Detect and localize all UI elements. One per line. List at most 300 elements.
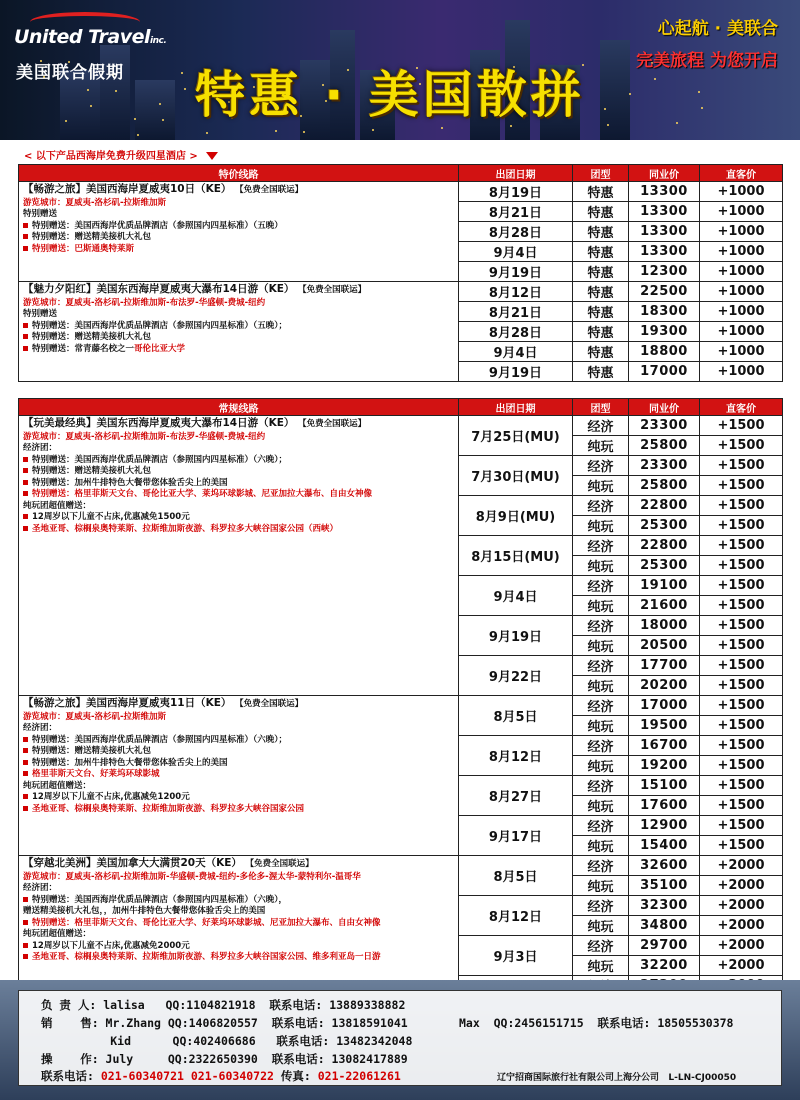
peer-price: 19200 [629, 756, 700, 776]
bullet-icon [23, 346, 28, 351]
direct-price: +1500 [700, 796, 783, 816]
departure-date: 9月19日 [459, 362, 573, 382]
departure-date: 9月3日 [459, 936, 573, 976]
peer-price: 19300 [629, 322, 700, 342]
desc-line [23, 769, 454, 781]
peer-price: 18000 [629, 616, 700, 636]
group-type: 特惠 [573, 182, 629, 202]
city-light [701, 107, 703, 109]
desc-line [23, 455, 454, 467]
group-type: 纯玩 [573, 916, 629, 936]
route-description [19, 416, 459, 696]
group-type: 经济 [573, 416, 629, 436]
desc-text: 圣地亚哥、棕榈泉奥特莱斯、拉斯维加斯夜游、科罗拉多大峡谷国家公园（西峡） [32, 523, 339, 534]
desc-line [23, 332, 454, 344]
group-type: 经济 [573, 816, 629, 836]
skyline-building [600, 40, 630, 140]
desc-text: 特别赠送：美国西海岸优质品牌酒店（参照国内四星标准）（五晚） [32, 220, 283, 231]
peer-price: 23300 [629, 416, 700, 436]
departure-date: 8月5日 [459, 696, 573, 736]
desc-text: 12周岁以下儿童不占床,优惠减免1500元 [32, 512, 190, 522]
col-date: 出团日期 [459, 165, 573, 182]
desc-text: 圣地亚哥、棕榈泉奥特莱斯、拉斯维加斯夜游、科罗拉多大峡谷国家公园、维多利亚岛一日游 [32, 952, 381, 962]
desc-line [23, 712, 454, 724]
group-type: 特惠 [573, 302, 629, 322]
desc-text: 特别赠送 [23, 309, 58, 319]
group-type: 纯玩 [573, 636, 629, 656]
desc-text: 经济团： [23, 883, 58, 893]
desc-highlight: 哥伦比亚大学 [134, 343, 186, 354]
desc-text: 赠送精美接机大礼包，，加州牛排特色大餐带您体验舌尖上的美国 [23, 906, 266, 916]
peer-price: 20500 [629, 636, 700, 656]
bullet-icon [23, 234, 28, 239]
desc-line [23, 432, 454, 444]
desc-line [23, 883, 454, 895]
direct-price: +1000 [700, 342, 783, 362]
upgrade-notice: < 以下产品西海岸免费升级四星酒店 > [24, 147, 218, 162]
peer-price: 22800 [629, 496, 700, 516]
direct-price: +2000 [700, 856, 783, 876]
departure-date: 8月21日 [459, 202, 573, 222]
group-type: 经济 [573, 536, 629, 556]
desc-line [23, 746, 454, 758]
free-transfer-tag: 【免费全国联运】 [302, 285, 367, 295]
desc-text: 特别赠送：格里菲斯天文台、哥伦比亚大学、莱坞环球影城、尼亚加拉大瀑布、自由女神像 [32, 489, 373, 499]
peer-price: 19100 [629, 576, 700, 596]
col-date: 出团日期 [459, 399, 573, 416]
desc-text: 经济团： [23, 723, 58, 733]
peer-price: 25800 [629, 476, 700, 496]
route-description [19, 696, 459, 856]
direct-price: +1000 [700, 202, 783, 222]
bullet-icon [23, 323, 28, 328]
bullet-icon [23, 491, 28, 496]
slogan-1: 心起航 · 美联合 [657, 19, 778, 39]
desc-line [23, 489, 454, 501]
contact-operator: 操 作: July QQ:2322650390 联系电话: 13082417889 [41, 1052, 408, 1066]
direct-price: +1000 [700, 362, 783, 382]
desc-text: 特别赠送：美国西海岸优质品牌酒店（参照国内四星标准）（五晚）； [32, 320, 288, 331]
peer-price: 16700 [629, 736, 700, 756]
route-title [23, 858, 454, 871]
direct-price: +1500 [700, 676, 783, 696]
peer-price: 29700 [629, 936, 700, 956]
desc-line [23, 466, 454, 478]
direct-price: +1500 [700, 476, 783, 496]
city-light [184, 88, 186, 90]
group-type: 经济 [573, 936, 629, 956]
direct-price: +1500 [700, 416, 783, 436]
desc-text: 特别赠送：加州牛排特色大餐带您体验舌尖上的美国 [32, 477, 228, 488]
peer-price: 25300 [629, 516, 700, 536]
desc-line [23, 524, 454, 536]
group-type: 纯玩 [573, 796, 629, 816]
desc-text: 游览城市：夏威夷-洛杉矶-拉斯维加斯-布法罗-华盛顿-费城-纽约 [23, 297, 266, 308]
city-light [181, 72, 183, 74]
group-type: 纯玩 [573, 876, 629, 896]
table-row [19, 282, 783, 302]
bullet-icon [23, 943, 28, 948]
direct-price: +2000 [700, 956, 783, 976]
route-title-text: 【穿越北美洲】美国加拿大大满贯20天（KE） [23, 857, 242, 869]
group-type: 特惠 [573, 342, 629, 362]
desc-line [23, 321, 454, 333]
peer-price: 23300 [629, 456, 700, 476]
desc-text: 特别赠送：常青藤名校之一 [32, 343, 135, 354]
direct-price: +1500 [700, 696, 783, 716]
direct-price: +1500 [700, 836, 783, 856]
desc-text: 特别赠送：赠送精美接机大礼包 [32, 332, 152, 342]
direct-price: +1500 [700, 816, 783, 836]
city-light [206, 132, 208, 134]
logo-cn: 美国联合假期 [16, 63, 124, 83]
table-row [19, 416, 783, 436]
departure-date: 8月5日 [459, 856, 573, 896]
bullet-icon [23, 334, 28, 339]
desc-line [23, 478, 454, 490]
departure-date: 7月25日(MU) [459, 416, 573, 456]
direct-price: +2000 [700, 916, 783, 936]
group-type: 纯玩 [573, 836, 629, 856]
city-light [159, 103, 161, 105]
departure-date: 9月4日 [459, 342, 573, 362]
city-light [90, 105, 92, 107]
free-transfer-tag: 【免费全国联运】 [249, 859, 314, 869]
col-peer-price: 同业价 [629, 165, 700, 182]
desc-line [23, 918, 454, 930]
peer-price: 22500 [629, 282, 700, 302]
direct-price: +1000 [700, 182, 783, 202]
bullet-icon [23, 760, 28, 765]
direct-price: +1000 [700, 222, 783, 242]
route-title [23, 284, 454, 297]
departure-date: 7月30日(MU) [459, 456, 573, 496]
bullet-icon [23, 480, 28, 485]
desc-line [23, 781, 454, 793]
peer-price: 19500 [629, 716, 700, 736]
city-light [115, 90, 117, 92]
direct-price: +2000 [700, 876, 783, 896]
desc-line [23, 804, 454, 816]
desc-text: 格里菲斯天文台、好莱坞环球影城 [32, 769, 160, 779]
group-type: 经济 [573, 656, 629, 676]
direct-price: +1500 [700, 736, 783, 756]
contact-sales-max: Max QQ:2456151715 联系电话: 18505530378 [459, 1016, 734, 1030]
col-route: 特价线路 [19, 165, 459, 182]
peer-price: 13300 [629, 182, 700, 202]
desc-text: 游览城市：夏威夷-洛杉矶-拉斯维加斯-布法罗-华盛顿-费城-纽约 [23, 431, 266, 442]
logo-en: United Travelinc. [14, 26, 167, 48]
bullet-icon [23, 806, 28, 811]
departure-date: 9月19日 [459, 616, 573, 656]
desc-line [23, 512, 454, 524]
city-light [134, 118, 136, 120]
col-direct-price: 直客价 [700, 165, 783, 182]
desc-line [23, 443, 454, 455]
direct-price: +1500 [700, 716, 783, 736]
desc-line [23, 735, 454, 747]
group-type: 纯玩 [573, 756, 629, 776]
route-description [19, 182, 459, 282]
bullet-icon [23, 954, 28, 959]
col-direct-price: 直客价 [700, 399, 783, 416]
desc-line [23, 872, 454, 884]
peer-price: 13300 [629, 242, 700, 262]
desc-line [23, 344, 454, 356]
city-light [162, 119, 164, 121]
bullet-icon [23, 794, 28, 799]
desc-text: 特别赠送 [23, 209, 58, 219]
direct-price: +1500 [700, 776, 783, 796]
free-transfer-tag: 【免费全国联运】 [239, 699, 304, 709]
peer-price: 20200 [629, 676, 700, 696]
peer-price: 34800 [629, 916, 700, 936]
group-type: 经济 [573, 496, 629, 516]
direct-price: +2000 [700, 936, 783, 956]
desc-text: 游览城市：夏威夷-洛杉矶-拉斯维加斯 [23, 197, 167, 208]
desc-line [23, 792, 454, 804]
bullet-icon [23, 897, 28, 902]
desc-line [23, 244, 454, 256]
desc-text: 特别赠送：美国西海岸优质品牌酒店（参照国内四星标准）（六晚）； [32, 734, 288, 745]
group-type: 特惠 [573, 362, 629, 382]
desc-text: 纯玩团超值赠送： [23, 929, 92, 939]
contact-footer [18, 990, 782, 1086]
bullet-icon [23, 526, 28, 531]
desc-text: 特别赠送：赠送精美接机大礼包 [32, 746, 152, 756]
route-title-text: 【魅力夕阳红】美国东西海岸夏威夷大瀑布14日游（KE） [23, 283, 295, 295]
bullet-icon [23, 771, 28, 776]
peer-price: 18300 [629, 302, 700, 322]
desc-line [23, 952, 454, 964]
route-description [19, 282, 459, 382]
desc-line [23, 209, 454, 221]
desc-line [23, 906, 454, 918]
desc-line [23, 198, 454, 210]
city-light [372, 129, 374, 131]
group-type: 经济 [573, 616, 629, 636]
departure-date: 9月19日 [459, 262, 573, 282]
regular-routes-table [18, 398, 783, 1016]
departure-date: 8月19日 [459, 182, 573, 202]
bullet-icon [23, 223, 28, 228]
bullet-icon [23, 514, 28, 519]
desc-text: 游览城市：夏威夷-洛杉矶-拉斯维加斯 [23, 711, 167, 722]
city-light [698, 91, 700, 93]
group-type: 经济 [573, 456, 629, 476]
table-row [19, 856, 783, 876]
desc-text: 纯玩团超值赠送： [23, 780, 92, 791]
bullet-icon [23, 748, 28, 753]
group-type: 经济 [573, 776, 629, 796]
group-type: 特惠 [573, 202, 629, 222]
group-type: 纯玩 [573, 556, 629, 576]
down-triangle-icon [206, 152, 218, 160]
city-light [676, 122, 678, 124]
city-light [275, 130, 277, 132]
departure-date: 8月15日(MU) [459, 536, 573, 576]
route-title-text: 【畅游之旅】美国西海岸夏威夷10日（KE） [23, 183, 232, 195]
desc-line [23, 929, 454, 941]
direct-price: +1500 [700, 436, 783, 456]
direct-price: +1500 [700, 756, 783, 776]
group-type: 纯玩 [573, 676, 629, 696]
city-light [629, 93, 631, 95]
city-light [137, 134, 139, 136]
direct-price: +1000 [700, 242, 783, 262]
desc-text: 特别赠送：美国西海岸优质品牌酒店（参照国内四星标准）（六晚）， [32, 894, 288, 905]
departure-date: 8月28日 [459, 322, 573, 342]
contact-sales: 销 售: Mr.Zhang QQ:1406820557 联系电话: 13818591041 [41, 1016, 408, 1030]
bullet-icon [23, 468, 28, 473]
city-light [303, 131, 305, 133]
direct-price: +1500 [700, 576, 783, 596]
departure-date: 9月4日 [459, 242, 573, 262]
desc-text: 游览城市：夏威夷-洛杉矶-拉斯维加斯-华盛顿-费城-纽约-多伦多-渥太华-蒙特利尔-温哥华 [23, 871, 361, 882]
departure-date: 8月28日 [459, 222, 573, 242]
desc-text: 特别赠送：美国西海岸优质品牌酒店（参照国内四星标准）（六晚）； [32, 454, 288, 465]
group-type: 经济 [573, 576, 629, 596]
group-type: 纯玩 [573, 716, 629, 736]
contact-sales-kid: Kid QQ:402406686 联系电话: 13482342048 [41, 1034, 413, 1048]
peer-price: 12900 [629, 816, 700, 836]
desc-line [23, 298, 454, 310]
desc-text: 经济团： [23, 443, 58, 453]
peer-price: 15100 [629, 776, 700, 796]
desc-line [23, 941, 454, 953]
departure-date: 9月17日 [459, 816, 573, 856]
desc-line [23, 758, 454, 770]
desc-line [23, 232, 454, 244]
direct-price: +1000 [700, 262, 783, 282]
group-type: 特惠 [573, 282, 629, 302]
group-type: 特惠 [573, 242, 629, 262]
col-route: 常规线路 [19, 399, 459, 416]
table-row [19, 696, 783, 716]
direct-price: +1500 [700, 516, 783, 536]
peer-price: 18800 [629, 342, 700, 362]
peer-price: 17700 [629, 656, 700, 676]
bullet-icon [23, 737, 28, 742]
bullet-icon [23, 920, 28, 925]
table-row [19, 182, 783, 202]
peer-price: 13300 [629, 202, 700, 222]
city-light [87, 89, 89, 91]
desc-text: 12周岁以下儿童不占床,优惠减免2000元 [32, 940, 190, 951]
desc-line [23, 221, 454, 233]
peer-price: 32200 [629, 956, 700, 976]
direct-price: +1000 [700, 302, 783, 322]
col-type: 团型 [573, 165, 629, 182]
direct-price: +1000 [700, 282, 783, 302]
departure-date: 8月12日 [459, 896, 573, 936]
desc-text: 特别赠送：赠送精美接机大礼包 [32, 232, 152, 242]
route-title-text: 【畅游之旅】美国西海岸夏威夷11日（KE） [23, 697, 232, 709]
peer-price: 22800 [629, 536, 700, 556]
peer-price: 21600 [629, 596, 700, 616]
departure-date: 8月27日 [459, 776, 573, 816]
city-light [654, 78, 656, 80]
direct-price: +1500 [700, 616, 783, 636]
departure-date: 9月4日 [459, 576, 573, 616]
group-type: 纯玩 [573, 476, 629, 496]
group-type: 经济 [573, 856, 629, 876]
route-title [23, 184, 454, 197]
desc-text: 特别赠送：格里菲斯天文台、哥伦比亚大学、好莱坞环球影城、尼亚加拉大瀑布、自由女神像 [32, 917, 381, 928]
desc-text: 圣地亚哥、棕榈泉奥特莱斯、拉斯维加斯夜游、科罗拉多大峡谷国家公园 [32, 803, 305, 814]
route-title [23, 418, 454, 431]
departure-date: 8月12日 [459, 736, 573, 776]
desc-text: 特别赠送：巴斯通奥特莱斯 [32, 243, 135, 254]
peer-price: 13300 [629, 222, 700, 242]
city-light [607, 124, 609, 126]
special-routes-table [18, 164, 783, 382]
desc-line [23, 723, 454, 735]
group-type: 经济 [573, 696, 629, 716]
peer-price: 35100 [629, 876, 700, 896]
departure-date: 8月21日 [459, 302, 573, 322]
direct-price: +1500 [700, 596, 783, 616]
group-type: 经济 [573, 896, 629, 916]
peer-price: 25800 [629, 436, 700, 456]
direct-price: +2000 [700, 896, 783, 916]
departure-date: 8月12日 [459, 282, 573, 302]
desc-line [23, 895, 454, 907]
desc-line [23, 501, 454, 513]
group-type: 特惠 [573, 222, 629, 242]
departure-date: 9月22日 [459, 656, 573, 696]
peer-price: 17000 [629, 362, 700, 382]
route-title [23, 698, 454, 711]
direct-price: +1500 [700, 556, 783, 576]
peer-price: 32600 [629, 856, 700, 876]
desc-text: 12周岁以下儿童不占床,优惠减免1200元 [32, 792, 190, 802]
col-type: 团型 [573, 399, 629, 416]
direct-price: +1500 [700, 636, 783, 656]
city-light [604, 108, 606, 110]
group-type: 特惠 [573, 322, 629, 342]
city-light [441, 127, 443, 129]
peer-price: 25300 [629, 556, 700, 576]
direct-price: +1000 [700, 322, 783, 342]
direct-price: +1500 [700, 496, 783, 516]
peer-price: 12300 [629, 262, 700, 282]
direct-price: +1500 [700, 656, 783, 676]
group-type: 纯玩 [573, 436, 629, 456]
bullet-icon [23, 457, 28, 462]
direct-price: +1500 [700, 456, 783, 476]
desc-text: 纯玩团超值赠送： [23, 500, 92, 511]
peer-price: 32300 [629, 896, 700, 916]
contact-manager: 负 责 人: lalisa QQ:1104821918 联系电话: 13889338882 [41, 998, 406, 1012]
free-transfer-tag: 【免费全国联运】 [239, 185, 304, 195]
col-peer-price: 同业价 [629, 399, 700, 416]
skyline-building [135, 80, 175, 140]
city-light [65, 120, 67, 122]
contact-phone-fax: 联系电话: 021-60340721 021-60340722 传真: 021-22061261 [41, 1069, 401, 1083]
route-title-text: 【玩美最经典】美国东西海岸夏威夷大瀑布14日游（KE） [23, 417, 295, 429]
departure-date: 8月9日(MU) [459, 496, 573, 536]
desc-text: 特别赠送：赠送精美接机大礼包 [32, 466, 152, 476]
desc-text: 特别赠送：加州牛排特色大餐带您体验舌尖上的美国 [32, 757, 228, 768]
peer-price: 17600 [629, 796, 700, 816]
group-type: 纯玩 [573, 516, 629, 536]
group-type: 纯玩 [573, 596, 629, 616]
peer-price: 17000 [629, 696, 700, 716]
slogan-2: 完美旅程 为您开启 [636, 51, 778, 71]
free-transfer-tag: 【免费全国联运】 [302, 419, 367, 429]
desc-line [23, 309, 454, 321]
